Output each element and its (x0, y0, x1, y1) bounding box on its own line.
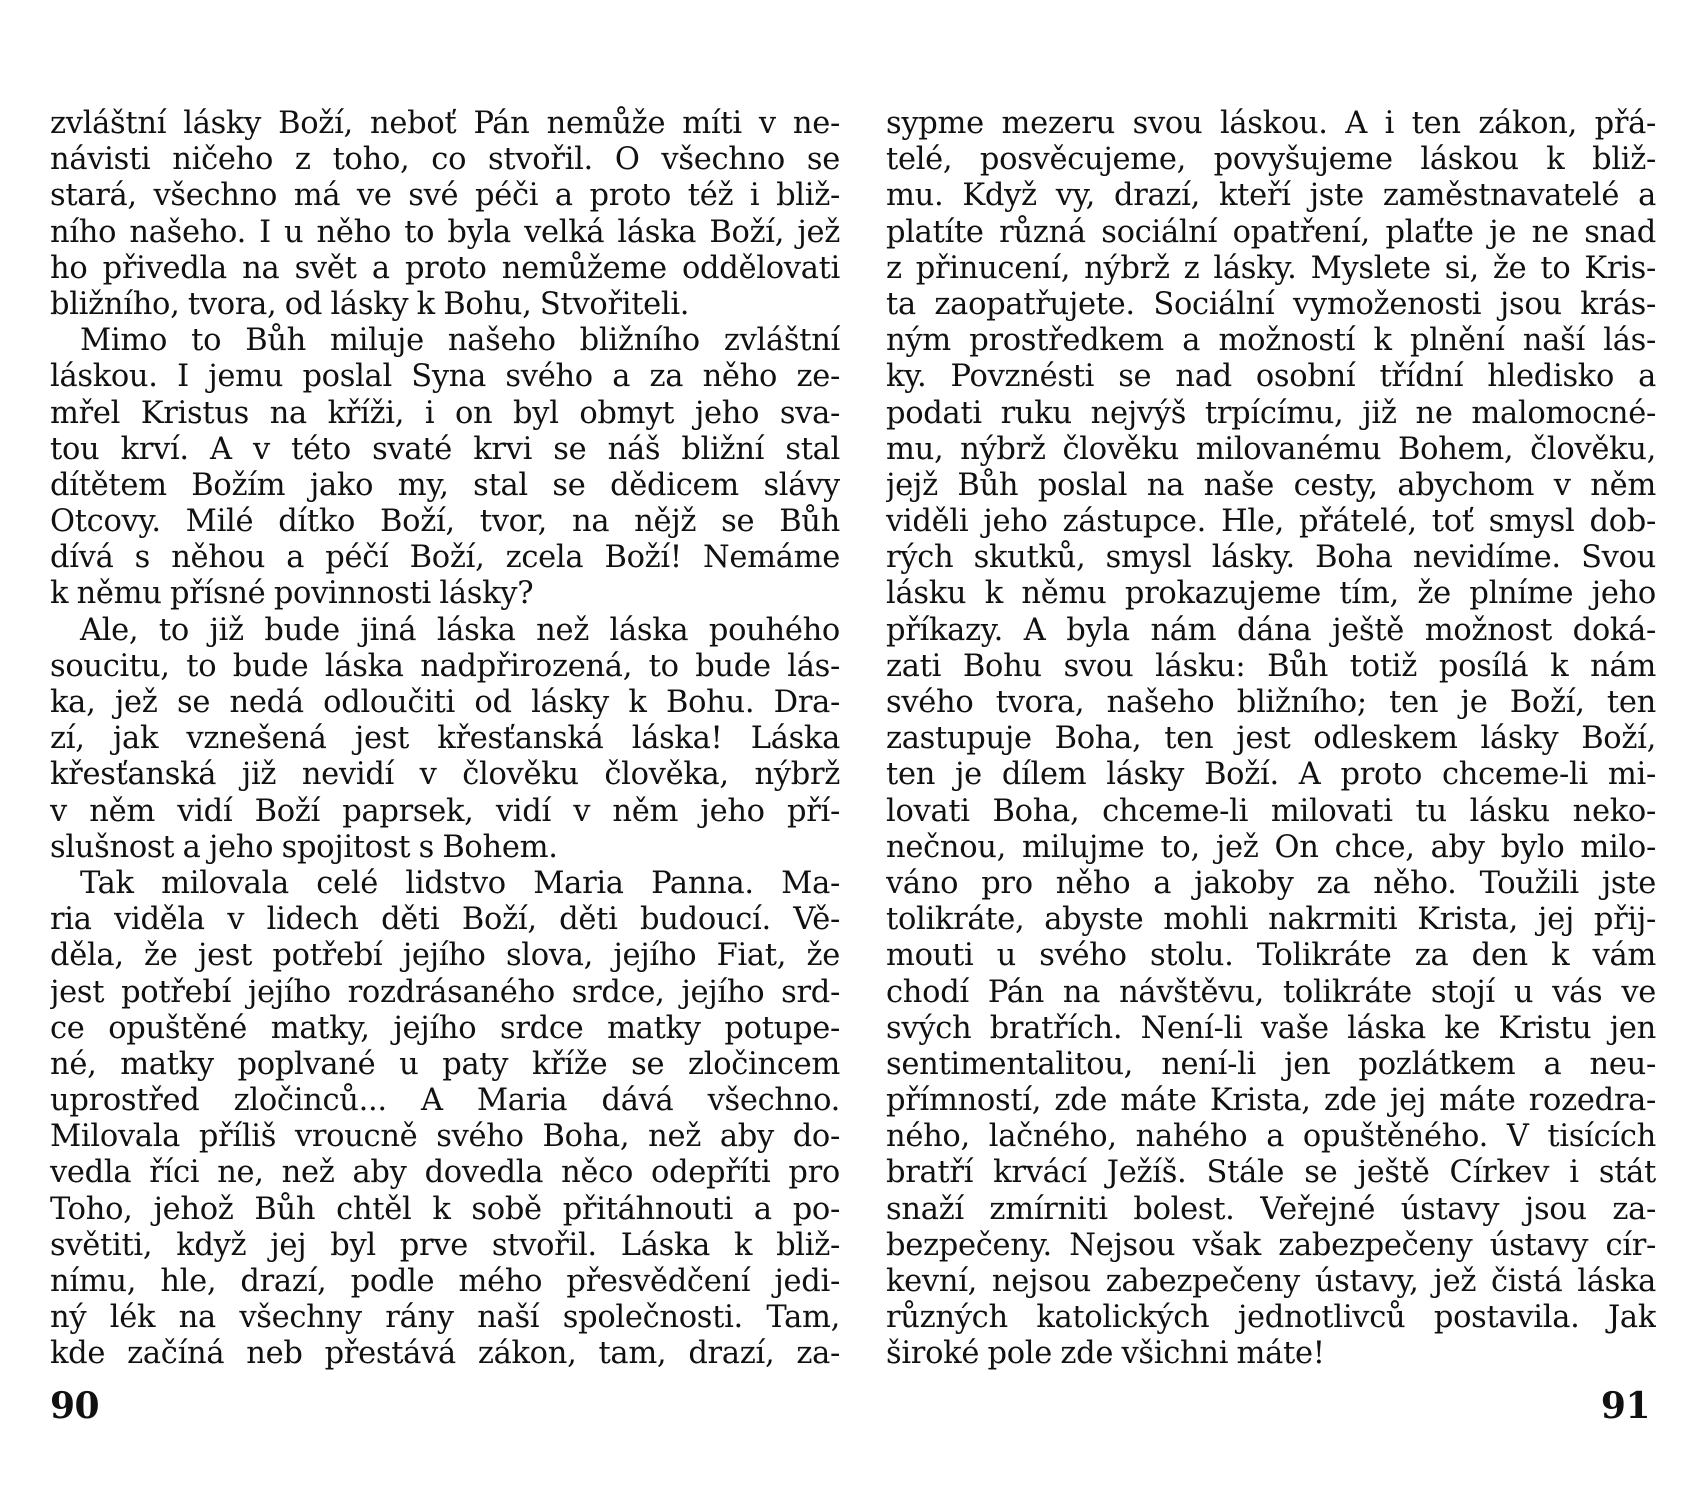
text-line: rých skutků, smysl lásky. Boha nevidíme. Svou (886, 540, 1656, 576)
text-line: podati ruku nejvýš trpícímu, již ne malomocné- (886, 395, 1656, 431)
text-line: děla, že jest potřebí jejího slova, jejího Fiat, že (50, 938, 840, 974)
text-line: bratří krvácí Ježíš. Stále se ještě Církev i stát (886, 1155, 1656, 1191)
text-line: přímností, zde máte Krista, zde jej máte rozedra- (886, 1083, 1656, 1119)
right-page (851, 0, 1702, 1500)
text-line: nímu, hle, drazí, podle mého přesvědčení jedi- (50, 1264, 840, 1299)
text-line: široké pole zde všichni máte! (886, 1336, 1325, 1372)
text-line: z přinucení, nýbrž z lásky. Myslete si, že to Kris- (886, 250, 1656, 286)
text-line: dítětem Božím jako my, stal se dědicem slávy (50, 467, 840, 503)
text-line: tou krví. A v této svaté krvi se náš bližní stal (50, 431, 840, 467)
text-line: ka, jež se nedá odloučiti od lásky k Bohu. Dra- (50, 685, 840, 720)
text-line: ný lék na všechny rány naší společnosti. Tam, (50, 1300, 840, 1336)
text-line: Milovala příliš vroucně svého Boha, než aby do- (50, 1119, 840, 1155)
text-line: lovati Boha, chceme-li milovati tu lásku neko- (886, 793, 1656, 829)
text-line: slušnost a jeho spojitost s Bohem. (50, 829, 558, 865)
text-line: zati Bohu svou lásku: Bůh totiž posílá k nám (886, 648, 1656, 684)
text-line: soucitu, to bude láska nadpřirozená, to bude lás- (50, 648, 840, 684)
text-line: platíte různá sociální opatření, plaťte je ne snad (886, 214, 1656, 250)
text-line: telé, posvěcujeme, povyšujeme láskou k bliž- (886, 142, 1656, 178)
right-page-text (886, 106, 1656, 1373)
text-line: bezpečeny. Nejsou však zabezpečeny ústavy cír- (886, 1227, 1656, 1263)
text-line: mouti u svého stolu. Tolikráte za den k vám (886, 938, 1656, 974)
text-line: návisti ničeho z toho, co stvořil. O všechno se (50, 142, 840, 178)
text-line: ta zaopatřujete. Sociální vymoženosti jsou krás- (886, 286, 1656, 322)
text-line: stará, všechno má ve své péči a proto též i bliž- (50, 178, 840, 214)
text-line: dívá s něhou a péčí Boží, zcela Boží! Nemáme (50, 540, 840, 576)
text-line: ky. Povznésti se nad osobní třídní hledisko a (886, 359, 1656, 395)
text-line: kde začíná neb přestává zákon, tam, drazí, za- (50, 1336, 840, 1372)
text-line: uprostřed zločinců... A Maria dává všechno. (50, 1083, 840, 1119)
text-line: mu, nýbrž člověku milovanému Bohem, člověku, (886, 431, 1656, 467)
text-line: zvláštní lásky Boží, neboť Pán nemůže míti v ne- (50, 106, 840, 141)
text-line: mřel Kristus na kříži, i on byl obmyt jeho sva- (50, 395, 840, 431)
text-line: sentimentalitou, není-li jen pozlátkem a neu- (886, 1046, 1656, 1082)
text-line: kevní, nejsou zabezpečeny ústavy, jež čistá láska (886, 1264, 1656, 1299)
text-line: k němu přísné povinnosti lásky? (50, 576, 534, 612)
text-line: váno pro něho a jakoby za něho. Toužili jste (886, 865, 1656, 901)
text-line: Toho, jehož Bůh chtěl k sobě přitáhnouti a po- (50, 1191, 840, 1227)
text-line: svých bratřích. Není-li vaše láska ke Kristu jen (886, 1010, 1656, 1046)
text-line: Ale, to již bude jiná láska než láska pouhého (80, 612, 840, 648)
text-line: lásku k němu prokazujeme tím, že plníme jeho (886, 576, 1656, 612)
page-number-left: 90 (50, 1385, 100, 1427)
text-line: tolikráte, abyste mohli nakrmiti Krista, jej přij- (886, 902, 1656, 938)
text-line: zastupuje Boha, ten jest odleskem lásky Boží, (886, 721, 1656, 757)
text-line: né, matky poplvané u paty kříže se zločincem (50, 1046, 840, 1082)
text-line: jest potřebí jejího rozdrásaného srdce, jejího srd- (50, 974, 840, 1010)
left-page-text (50, 106, 840, 1373)
text-line: různých katolických jednotlivců postavila. Jak (886, 1300, 1656, 1336)
text-line: sypme mezeru svou láskou. A i ten zákon, přá- (886, 106, 1656, 141)
text-line: bližního, tvora, od lásky k Bohu, Stvořiteli. (50, 286, 690, 322)
text-line: vedla říci ne, než aby dovedla něco odepříti pro (50, 1155, 840, 1191)
text-line: ten je dílem lásky Boží. A proto chceme-li mi- (886, 757, 1656, 793)
text-line: chodí Pán na návštěvu, tolikráte stojí u vás ve (886, 974, 1656, 1010)
text-line: příkazy. A byla nám dána ještě možnost doká- (886, 612, 1656, 648)
text-line: ho přivedla na svět a proto nemůžeme oddělovati (50, 250, 840, 286)
text-line: ným prostředkem a možností k plnění naší lás- (886, 323, 1656, 359)
text-line: mu. Když vy, drazí, kteří jste zaměstnavatelé a (886, 178, 1656, 214)
text-line: křesťanská již nevidí v člověku člověka, nýbrž (50, 757, 840, 793)
text-line: láskou. I jemu poslal Syna svého a za něho ze- (50, 359, 840, 395)
text-line: ria viděla v lidech děti Boží, děti budoucí. Vě- (50, 902, 840, 938)
text-line: svého tvora, našeho bližního; ten je Boží, ten (886, 685, 1656, 720)
text-line: ního našeho. I u něho to byla velká láska Boží, jež (50, 214, 840, 250)
text-line: snaží zmírniti bolest. Veřejné ústavy jsou za- (886, 1191, 1656, 1227)
text-line: nečnou, milujme to, jež On chce, aby bylo milo- (886, 829, 1656, 865)
text-line: ce opuštěné matky, jejího srdce matky potupe- (50, 1010, 840, 1046)
text-line: Mimo to Bůh miluje našeho bližního zvláštní (80, 323, 840, 359)
text-line: Otcovy. Milé dítko Boží, tvor, na nějž se Bůh (50, 504, 840, 540)
text-line: jejž Bůh poslal na naše cesty, abychom v něm (886, 467, 1656, 503)
text-line: viděli jeho zástupce. Hle, přátelé, toť smysl dob- (886, 504, 1656, 540)
text-line: světiti, když jej byl prve stvořil. Láska k bliž- (50, 1227, 840, 1263)
text-line: ného, lačného, nahého a opuštěného. V tisících (886, 1119, 1656, 1155)
text-line: Tak milovala celé lidstvo Maria Panna. Ma- (80, 865, 840, 901)
text-line: v něm vidí Boží paprsek, vidí v něm jeho pří- (50, 793, 840, 829)
text-line: zí, jak vznešená jest křesťanská láska! Láska (50, 721, 840, 757)
page-number-right: 91 (1600, 1385, 1650, 1427)
